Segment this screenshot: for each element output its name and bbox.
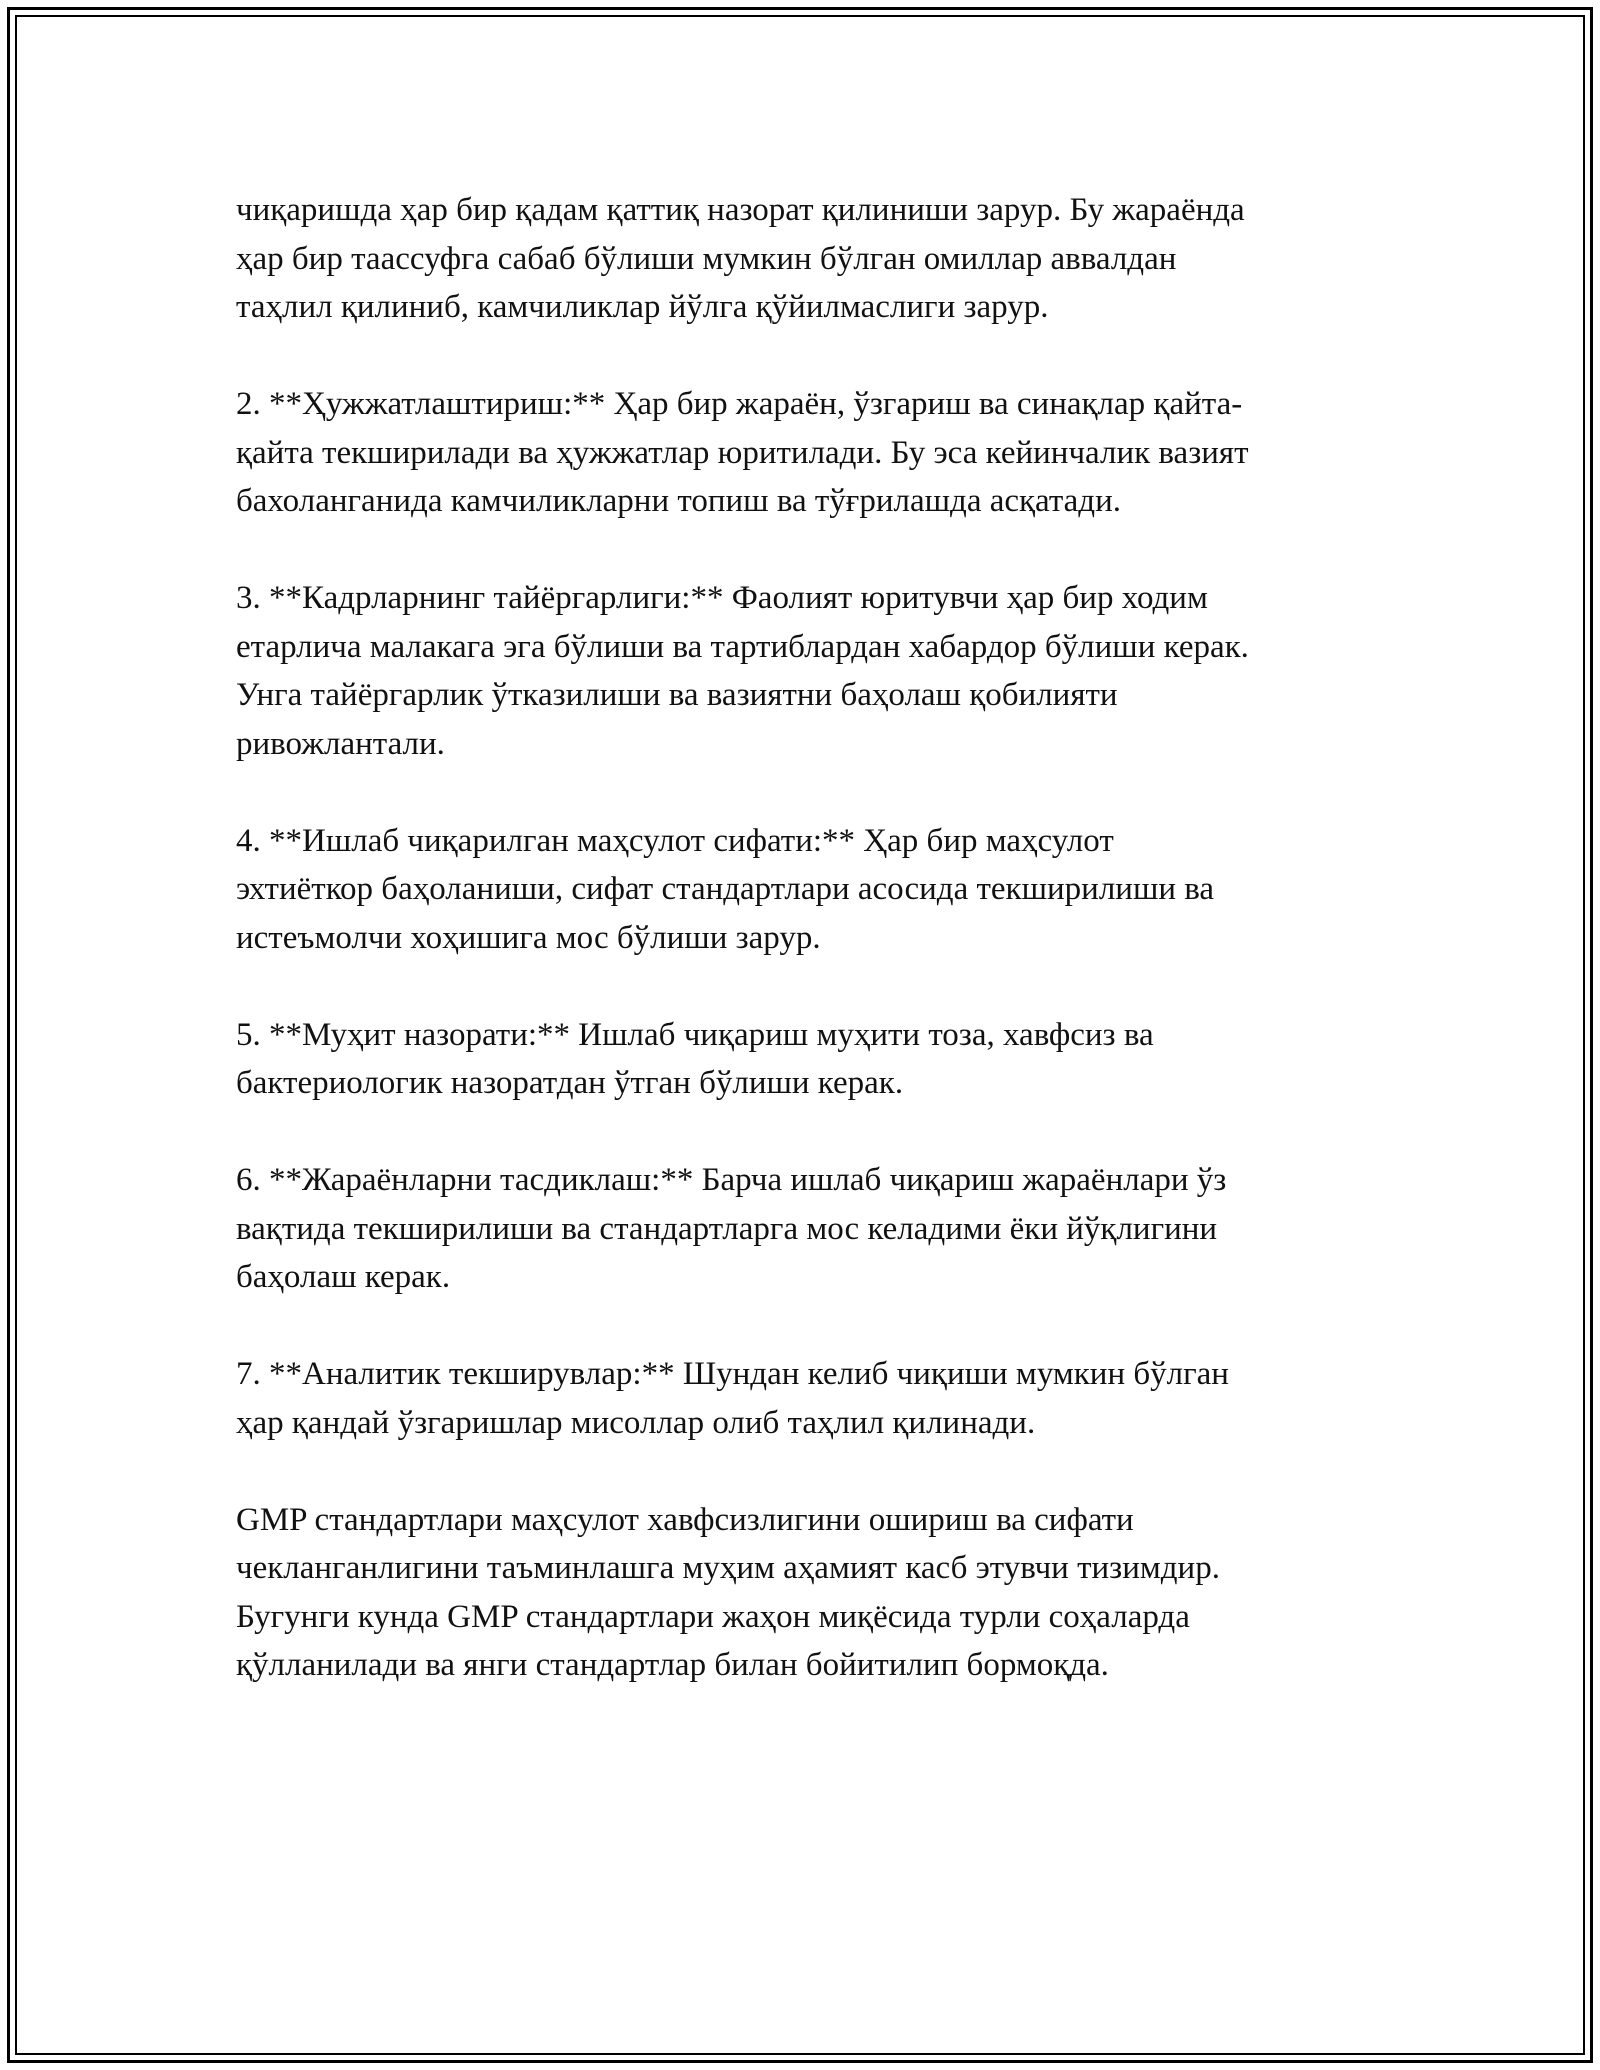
paragraph-intro-continuation: чиқаришда ҳар бир қадам қаттиқ назорат қилиниши зарур. Бу жараёнда ҳар бир таассуфга сабаб бўлиши мумкин бўлган омиллар аввалдан таҳлил қилиниб, камчиликлар йўлга қўйилмаслиги зарур. [236, 192, 1245, 325]
paragraph-item-4: 4. **Ишлаб чиқарилган маҳсулот сифати:** Ҳар бир маҳсулот эхтиёткор баҳоланиши, сифат стандартлари асосида текширилиши ва истеъмолчи хоҳишига мос бўлиши зарур. [236, 822, 1215, 956]
paragraph-item-2: 2. **Ҳужжатлаштириш:** Ҳар бир жараён, ўзгариш ва синақлар қайта- қайта текширилади ва ҳужжатлар юритилади. Бу эса кейинчалик вазият бахоланганида камчиликларни топиш ва тўғрилашда асқатади. [236, 386, 1249, 519]
paragraph-item-5: 5. **Муҳит назорати:** Ишлаб чиқариш муҳити тоза, хавфсиз ва бактериологик назоратдан ўтган бўлиши керак. [236, 1016, 1154, 1101]
paragraph-item-3: 3. **Кадрларнинг тайёргарлиги:** Фаолият юритувчи ҳар бир ходим етарлича малакага эга бўлиши ва тартиблардан хабардор бўлиши керак. Унга тайёргарлик ўтказилиши ва вазиятни баҳолаш қобилияти ривожлантали. [236, 580, 1249, 762]
paragraph-item-7: 7. **Аналитик текширувлар:** Шундан келиб чиқиши мумкин бўлган ҳар қандай ўзгаришлар мисоллар олиб таҳлил қилинади. [236, 1356, 1229, 1441]
paragraph-conclusion: GMP стандартлари маҳсулот хавфсизлигини ошириш ва сифати чекланганлигини таъминлашга муҳим аҳамият касб этувчи тизимдир. Бугунги кунда GMP стандартлари жаҳон миқёсида турли соҳаларда қўлланилади ва янги стандартлар билан бойитилип бормоқда. [236, 1501, 1220, 1683]
paragraph-item-6: 6. **Жараёнларни тасдиклаш:** Барча ишлаб чиқариш жараёнлари ўз вақтида текширилиши ва стандартларга мос келадими ёки йўқлигини баҳолаш керак. [236, 1162, 1227, 1295]
document-body [236, 186, 1400, 1738]
